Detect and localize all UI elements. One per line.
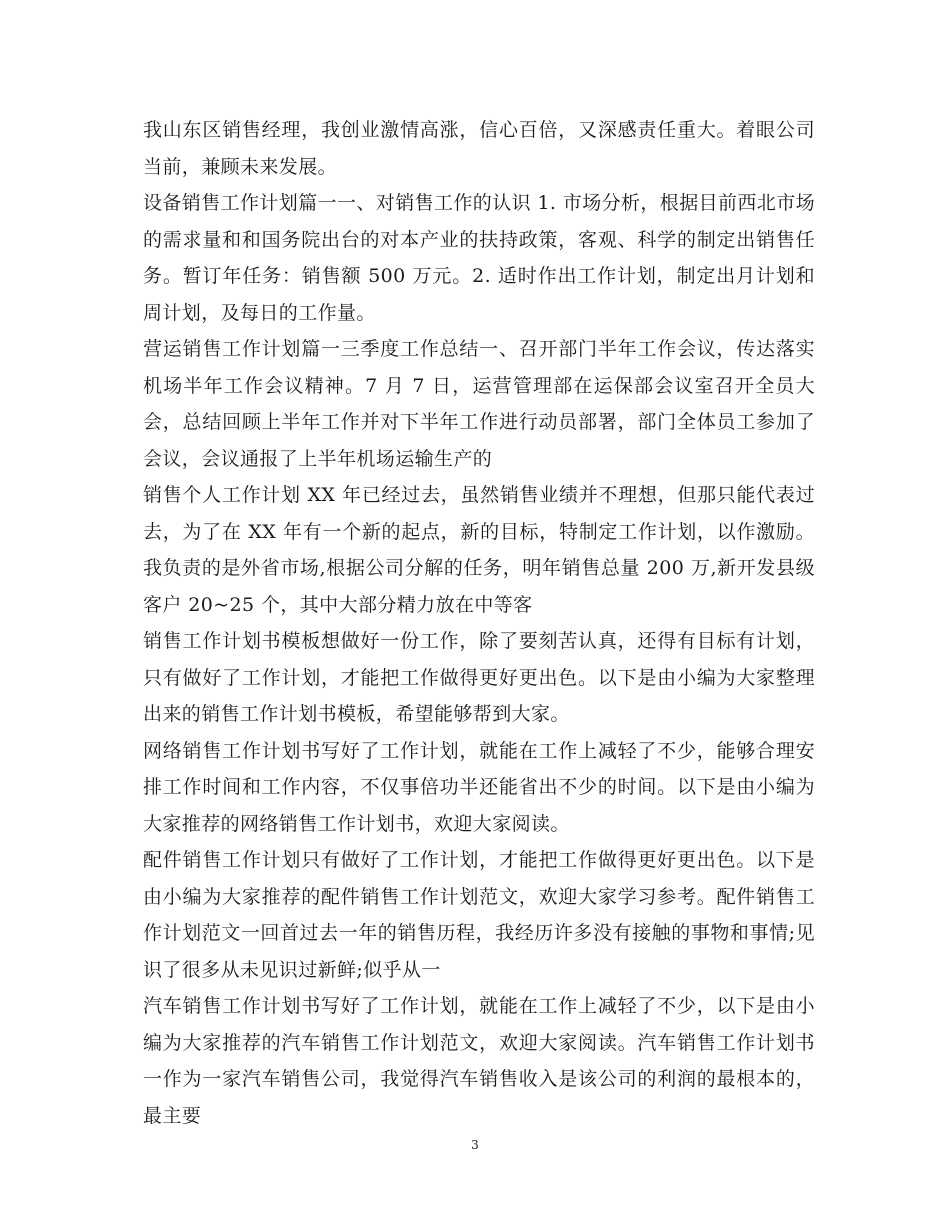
paragraph-7: 配件销售工作计划只有做好了工作计划，才能把工作做得更好更出色。以下是由小编为大家推荐的配件销售工作计划范文，欢迎大家学习参考。配件销售工作计划范文一回首过去一年的销售历程，我经历许多没有接触的事物和事情;见识了很多从未见识过新鲜;似乎从一 [143, 849, 815, 981]
paragraph-8: 汽车销售工作计划书写好了工作计划，就能在工作上减轻了不少，以下是由小编为大家推荐的汽车销售工作计划范文，欢迎大家阅读。汽车销售工作计划书一作为一家汽车销售公司，我觉得汽车销售收入是该公司的利润的最根本的，最主要 [143, 995, 815, 1127]
page-number: 3 [471, 1138, 479, 1152]
document-body [143, 112, 815, 1134]
paragraph-2: 设备销售工作计划篇一一、对销售工作的认识 1. 市场分析，根据目前西北市场的需求量和和国务院出台的对本产业的扶持政策，客观、科学的制定出销售任务。暂订年任务：销售额 500 万元。2. 适时作出工作计划，制定出月计划和周计划，及每日的工作量。 [143, 192, 816, 324]
paragraph-6: 网络销售工作计划书写好了工作计划，就能在工作上减轻了不少，能够合理安排工作时间和工作内容，不仅事倍功半还能省出不少的时间。以下是由小编为大家推荐的网络销售工作计划书，欢迎大家阅读。 [143, 739, 815, 835]
paragraph-4: 销售个人工作计划 XX 年已经过去，虽然销售业绩并不理想，但那只能代表过去，为了在 XX 年有一个新的起点，新的目标，特制定工作计划，以作激励。我负责的是外省市场,根据公司分解的任务，明年销售总量 200 万,新开发县级客户 20~25 个，其中大部分精力放在中等客 [143, 484, 815, 616]
paragraph-5: 销售工作计划书模板想做好一份工作，除了要刻苦认真，还得有目标有计划，只有做好了工作计划，才能把工作做得更好更出色。以下是由小编为大家整理出来的销售工作计划书模板，希望能够帮到大家。 [143, 630, 815, 725]
paragraph-1: 我山东区销售经理，我创业激情高涨，信心百倍，又深感责任重大。着眼公司当前，兼顾未来发展。 [143, 119, 815, 178]
paragraph-3: 营运销售工作计划篇一三季度工作总结一、召开部门半年工作会议，传达落实机场半年工作会议精神。7 月 7 日，运营管理部在运保部会议室召开全员大会，总结回顾上半年工作并对下半年工作进行动员部署，部门全体员工参加了会议，会议通报了上半年机场运输生产的 [143, 338, 815, 470]
